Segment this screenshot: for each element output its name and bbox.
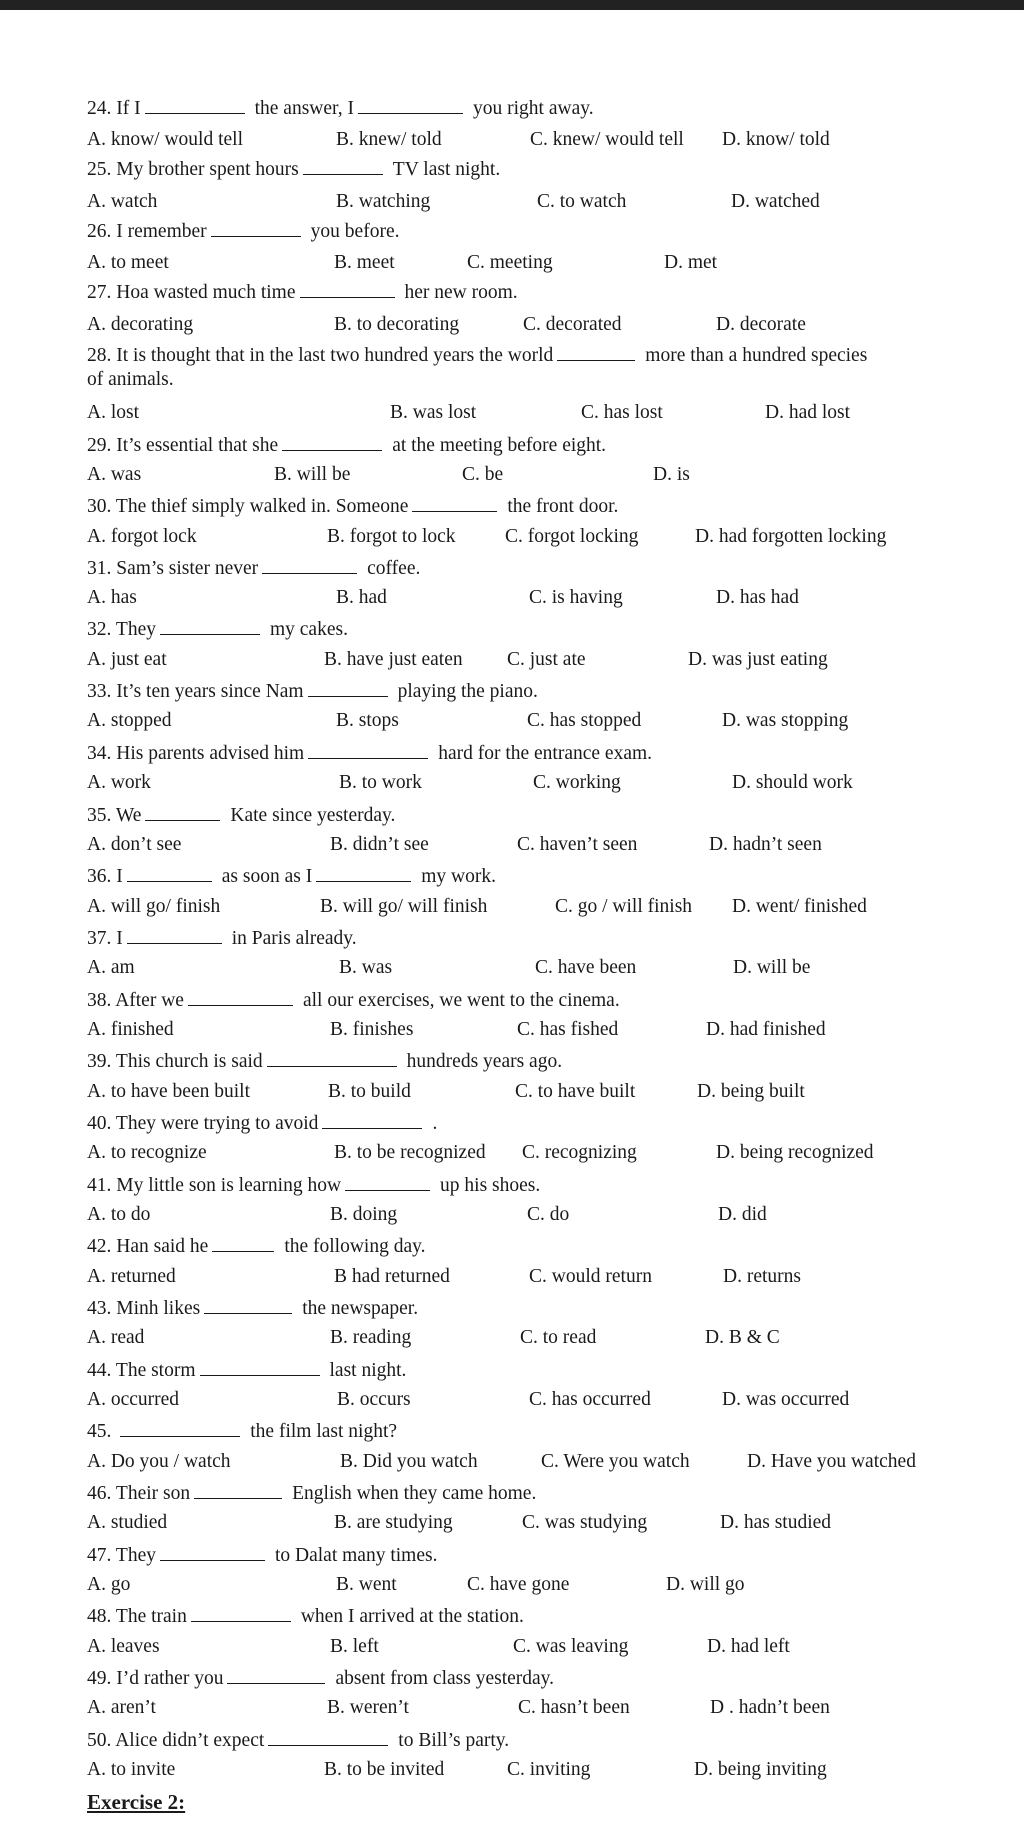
option-d[interactable]: D. should work — [732, 772, 853, 793]
question-number: 24. — [87, 98, 117, 119]
question-25 — [87, 158, 500, 182]
question-text: If I — [116, 98, 141, 119]
question-text: in Paris already. — [231, 928, 357, 949]
option-c[interactable]: C. Were you watch — [541, 1451, 690, 1472]
question-text: It’s ten years since Nam — [116, 681, 304, 702]
option-d[interactable]: D. was stopping — [722, 710, 849, 731]
question-number: 28. — [87, 345, 117, 366]
answer-blank[interactable] — [120, 1420, 240, 1437]
question-number: 26. — [87, 221, 117, 242]
option-a[interactable]: A. stopped — [87, 710, 172, 731]
answer-blank[interactable] — [160, 618, 260, 635]
question-number: 37. — [87, 928, 117, 949]
question-number: 40. — [87, 1113, 116, 1134]
option-b[interactable]: B. to build — [328, 1081, 411, 1102]
option-a[interactable]: A. to do — [87, 1204, 151, 1225]
question-text: to Dalat many times. — [274, 1545, 438, 1566]
option-b[interactable]: B. forgot to lock — [327, 526, 456, 547]
option-d[interactable]: D. is — [653, 464, 690, 485]
answer-blank[interactable] — [127, 865, 212, 882]
question-text: coffee. — [367, 558, 421, 579]
option-b[interactable]: B. will go/ will finish — [320, 896, 488, 917]
question-text: the front door. — [507, 496, 619, 517]
option-d[interactable]: D. being built — [697, 1081, 805, 1102]
option-d[interactable]: D. has had — [716, 587, 799, 608]
question-36 — [87, 865, 496, 889]
option-b[interactable]: B. to decorating — [334, 314, 460, 335]
answer-blank[interactable] — [316, 865, 411, 882]
question-34 — [87, 742, 652, 766]
answer-blank[interactable] — [145, 804, 220, 821]
option-a[interactable]: A. was — [87, 464, 142, 485]
option-a[interactable]: A. studied — [87, 1512, 168, 1533]
option-b[interactable]: B. left — [330, 1636, 379, 1657]
question-47 — [87, 1544, 437, 1568]
option-c[interactable]: C. has occurred — [529, 1389, 651, 1410]
answer-blank[interactable] — [308, 742, 428, 759]
option-a[interactable]: A. work — [87, 772, 151, 793]
answer-blank[interactable] — [268, 1729, 388, 1746]
option-d[interactable]: D. being inviting — [694, 1759, 827, 1780]
question-45 — [87, 1420, 397, 1444]
question-text: the film last night? — [250, 1421, 398, 1442]
question-number: 31. — [87, 558, 117, 579]
question-number: 50. — [87, 1730, 116, 1751]
option-c[interactable]: C. has stopped — [527, 710, 642, 731]
question-text: I — [116, 866, 123, 887]
option-a[interactable]: A. leaves — [87, 1636, 160, 1657]
option-c[interactable]: C. decorated — [523, 314, 622, 335]
option-b[interactable]: B. was lost — [390, 402, 477, 423]
answer-blank[interactable] — [308, 680, 388, 697]
option-b[interactable]: B. Did you watch — [340, 1451, 478, 1472]
question-text: After we — [115, 990, 184, 1011]
question-40 — [87, 1112, 437, 1136]
option-d[interactable]: D. decorate — [716, 314, 806, 335]
option-c[interactable]: C. hasn’t been — [518, 1697, 630, 1718]
option-d[interactable]: D. was just eating — [688, 649, 828, 670]
option-c[interactable]: C. forgot locking — [505, 526, 639, 547]
option-c[interactable]: C. has lost — [581, 402, 663, 423]
question-text: Their son — [115, 1483, 191, 1504]
question-text: English when they came home. — [292, 1483, 537, 1504]
question-text: hundreds years ago. — [406, 1051, 563, 1072]
option-b[interactable]: B. to be invited — [324, 1759, 445, 1780]
option-b[interactable]: B. meet — [334, 252, 395, 273]
question-text: My brother spent hours — [116, 159, 299, 180]
option-d[interactable]: D. had lost — [765, 402, 851, 423]
question-29 — [87, 434, 606, 458]
option-d[interactable]: D. has studied — [720, 1512, 832, 1533]
question-31 — [87, 557, 420, 581]
option-a[interactable]: A. forgot lock — [87, 526, 197, 547]
question-text: Alice didn’t expect — [115, 1730, 265, 1751]
question-number: 46. — [87, 1483, 116, 1504]
option-c[interactable]: C. has fished — [517, 1019, 619, 1040]
question-text: I remember — [116, 221, 207, 242]
option-b[interactable]: B. watching — [336, 191, 431, 212]
question-text: My little son is learning how — [116, 1175, 342, 1196]
answer-blank[interactable] — [211, 220, 301, 237]
option-a[interactable]: A. decorating — [87, 314, 194, 335]
option-b[interactable]: B. will be — [274, 464, 351, 485]
option-a[interactable]: A. just eat — [87, 649, 167, 670]
question-number: 43. — [87, 1298, 117, 1319]
answer-blank[interactable] — [282, 434, 382, 451]
option-a[interactable]: A. Do you / watch — [87, 1451, 231, 1472]
option-c[interactable]: C. meeting — [467, 252, 553, 273]
option-c[interactable]: C. to read — [520, 1327, 597, 1348]
option-c[interactable]: C. inviting — [507, 1759, 591, 1780]
answer-blank[interactable] — [160, 1544, 265, 1561]
option-c[interactable]: C. have gone — [467, 1574, 570, 1595]
option-d[interactable]: D. met — [664, 252, 718, 273]
answer-blank[interactable] — [191, 1605, 291, 1622]
option-a[interactable]: A. to have been built — [87, 1081, 250, 1102]
question-text: to Bill’s party. — [398, 1730, 510, 1751]
option-b[interactable]: B. knew/ told — [336, 129, 442, 150]
question-number: 38. — [87, 990, 116, 1011]
question-text: the answer, I — [254, 98, 354, 119]
option-a[interactable]: A. know/ would tell — [87, 129, 243, 150]
question-33 — [87, 680, 538, 704]
option-b[interactable]: B. occurs — [337, 1389, 411, 1410]
option-c[interactable]: C. be — [462, 464, 504, 485]
answer-blank[interactable] — [145, 97, 245, 114]
option-c[interactable]: C. would return — [529, 1266, 652, 1287]
option-c[interactable]: C. working — [533, 772, 621, 793]
question-38 — [87, 989, 620, 1013]
question-number: 39. — [87, 1051, 116, 1072]
question-text: TV last night. — [392, 159, 501, 180]
question-text: more than a hundred species — [645, 345, 868, 366]
answer-blank[interactable] — [358, 97, 463, 114]
question-number: 33. — [87, 681, 117, 702]
option-d[interactable]: D. returns — [723, 1266, 801, 1287]
question-44 — [87, 1359, 406, 1383]
option-c[interactable]: C. was leaving — [513, 1636, 629, 1657]
option-c[interactable]: C. haven’t seen — [517, 834, 638, 855]
question-text: I — [116, 928, 123, 949]
option-b[interactable]: B. are studying — [334, 1512, 453, 1533]
question-28 — [87, 344, 867, 368]
option-b[interactable]: B. have just eaten — [324, 649, 463, 670]
option-d[interactable]: D. watched — [731, 191, 820, 212]
question-number: 36. — [87, 866, 117, 887]
option-b[interactable]: B. finishes — [330, 1019, 414, 1040]
option-d[interactable]: D. Have you watched — [747, 1451, 916, 1472]
question-text: the following day. — [284, 1236, 426, 1257]
question-text: We — [115, 805, 142, 826]
question-number: 47. — [87, 1545, 116, 1566]
question-text: His parents advised him — [116, 743, 305, 764]
option-d[interactable]: D. will be — [733, 957, 811, 978]
question-text: last night. — [329, 1360, 407, 1381]
option-b[interactable]: B had returned — [334, 1266, 450, 1287]
option-a[interactable]: A. to meet — [87, 252, 169, 273]
question-text: Kate since yesterday. — [230, 805, 396, 826]
answer-blank[interactable] — [303, 158, 383, 175]
option-d[interactable]: D. B & C — [705, 1327, 780, 1348]
question-text: Han said he — [116, 1236, 209, 1257]
question-26 — [87, 220, 399, 244]
answer-blank[interactable] — [267, 1050, 397, 1067]
option-a[interactable]: A. occurred — [87, 1389, 180, 1410]
question-32 — [87, 618, 348, 642]
question-39 — [87, 1050, 562, 1074]
answer-blank[interactable] — [227, 1667, 325, 1684]
question-text: her new room. — [404, 282, 518, 303]
option-a[interactable]: A. will go/ finish — [87, 896, 221, 917]
question-text: my work. — [421, 866, 496, 887]
question-text: Hoa wasted much time — [116, 282, 296, 303]
question-text: Minh likes — [116, 1298, 201, 1319]
answer-blank[interactable] — [300, 281, 395, 298]
question-number: 30. — [87, 496, 116, 517]
option-b[interactable]: B. doing — [330, 1204, 398, 1225]
question-text: up his shoes. — [440, 1175, 541, 1196]
answer-blank[interactable] — [212, 1235, 274, 1252]
question-number: 48. — [87, 1606, 116, 1627]
option-d[interactable]: D. will go — [666, 1574, 745, 1595]
option-c[interactable]: C. recognizing — [522, 1142, 637, 1163]
answer-blank[interactable] — [194, 1482, 282, 1499]
option-a[interactable]: A. lost — [87, 402, 140, 423]
question-number: 42. — [87, 1236, 117, 1257]
option-b[interactable]: B. stops — [336, 710, 399, 731]
option-b[interactable]: B. to work — [339, 772, 422, 793]
question-number: 29. — [87, 435, 117, 456]
option-a[interactable]: A. read — [87, 1327, 145, 1348]
option-b[interactable]: B. reading — [330, 1327, 412, 1348]
answer-blank[interactable] — [557, 344, 635, 361]
question-number: 27. — [87, 282, 117, 303]
option-b[interactable]: B. had — [336, 587, 387, 608]
question-text: my cakes. — [269, 619, 348, 640]
option-b[interactable]: B. was — [339, 957, 393, 978]
answer-blank[interactable] — [127, 927, 222, 944]
question-35 — [87, 804, 395, 828]
question-text: The thief simply walked in. Someone — [115, 496, 409, 517]
question-number: 32. — [87, 619, 116, 640]
option-c[interactable]: C. have been — [535, 957, 637, 978]
option-c[interactable]: C. just ate — [507, 649, 586, 670]
question-text: It is thought that in the last two hundred years the world — [116, 345, 554, 366]
option-a[interactable]: A. has — [87, 587, 137, 608]
answer-blank[interactable] — [262, 557, 357, 574]
question-text: you right away. — [473, 98, 594, 119]
question-continuation: of animals. — [87, 369, 174, 390]
question-46 — [87, 1482, 536, 1506]
question-42 — [87, 1235, 425, 1259]
option-d[interactable]: D. did — [718, 1204, 767, 1225]
option-c[interactable]: C. knew/ would tell — [530, 129, 684, 150]
question-number: 45. — [87, 1421, 117, 1442]
answer-blank[interactable] — [322, 1112, 422, 1129]
question-text: The train — [115, 1606, 187, 1627]
option-d[interactable]: D. went/ finished — [732, 896, 867, 917]
answer-blank[interactable] — [188, 989, 293, 1006]
question-number: 25. — [87, 159, 117, 180]
option-a[interactable]: A. to invite — [87, 1759, 176, 1780]
answer-blank[interactable] — [345, 1174, 430, 1191]
option-a[interactable]: A. aren’t — [87, 1697, 156, 1718]
question-43 — [87, 1297, 418, 1321]
option-a[interactable]: A. returned — [87, 1266, 176, 1287]
option-d[interactable]: D . hadn’t been — [710, 1697, 830, 1718]
question-48 — [87, 1605, 524, 1629]
question-text: They — [115, 1545, 156, 1566]
question-37 — [87, 927, 357, 951]
question-27 — [87, 281, 518, 305]
question-number: 41. — [87, 1175, 117, 1196]
option-b[interactable]: B. to be recognized — [334, 1142, 486, 1163]
question-30 — [87, 495, 618, 519]
option-a[interactable]: A. am — [87, 957, 135, 978]
question-text: The storm — [115, 1360, 196, 1381]
option-a[interactable]: A. to recognize — [87, 1142, 207, 1163]
option-b[interactable]: B. went — [336, 1574, 397, 1595]
option-d[interactable]: D. had finished — [706, 1019, 826, 1040]
option-c[interactable]: C. do — [527, 1204, 570, 1225]
question-41 — [87, 1174, 540, 1198]
question-text: the newspaper. — [302, 1298, 419, 1319]
question-text: hard for the entrance exam. — [438, 743, 653, 764]
question-text: absent from class yesterday. — [335, 1668, 555, 1689]
option-b[interactable]: B. weren’t — [327, 1697, 409, 1718]
question-text: at the meeting before eight. — [392, 435, 607, 456]
option-d[interactable]: D. know/ told — [722, 129, 830, 150]
question-text: Sam’s sister never — [116, 558, 259, 579]
answer-blank[interactable] — [412, 495, 497, 512]
option-a[interactable]: A. go — [87, 1574, 131, 1595]
option-a[interactable]: A. watch — [87, 191, 158, 212]
question-text: as soon as I — [221, 866, 313, 887]
question-number: 49. — [87, 1668, 117, 1689]
option-b[interactable]: B. didn’t see — [330, 834, 429, 855]
question-text: all our exercises, we went to the cinema. — [302, 990, 620, 1011]
exercise-heading: Exercise 2: — [87, 1790, 186, 1814]
question-text: They — [115, 619, 156, 640]
question-50 — [87, 1729, 509, 1753]
option-c[interactable]: C. was studying — [522, 1512, 648, 1533]
question-24 — [87, 97, 594, 121]
question-text: . — [432, 1113, 438, 1134]
option-c[interactable]: C. to watch — [537, 191, 627, 212]
option-a[interactable]: A. don’t see — [87, 834, 182, 855]
option-c[interactable]: C. to have built — [515, 1081, 636, 1102]
question-text: playing the piano. — [397, 681, 538, 702]
question-text: This church is said — [115, 1051, 263, 1072]
option-c[interactable]: C. is having — [529, 587, 623, 608]
option-a[interactable]: A. finished — [87, 1019, 174, 1040]
question-text: when I arrived at the station. — [300, 1606, 524, 1627]
option-c[interactable]: C. go / will finish — [555, 896, 693, 917]
question-number: 35. — [87, 805, 116, 826]
question-number: 34. — [87, 743, 117, 764]
question-text: you before. — [310, 221, 400, 242]
question-text: It’s essential that she — [116, 435, 279, 456]
option-d[interactable]: D. had forgotten locking — [695, 526, 887, 547]
answer-blank[interactable] — [200, 1359, 320, 1376]
option-d[interactable]: D. was occurred — [722, 1389, 850, 1410]
question-49 — [87, 1667, 554, 1691]
option-d[interactable]: D. being recognized — [716, 1142, 874, 1163]
answer-blank[interactable] — [204, 1297, 292, 1314]
option-d[interactable]: D. hadn’t seen — [709, 834, 822, 855]
question-text: I’d rather you — [116, 1668, 224, 1689]
option-d[interactable]: D. had left — [707, 1636, 790, 1657]
question-number: 44. — [87, 1360, 116, 1381]
question-text: They were trying to avoid — [115, 1113, 319, 1134]
